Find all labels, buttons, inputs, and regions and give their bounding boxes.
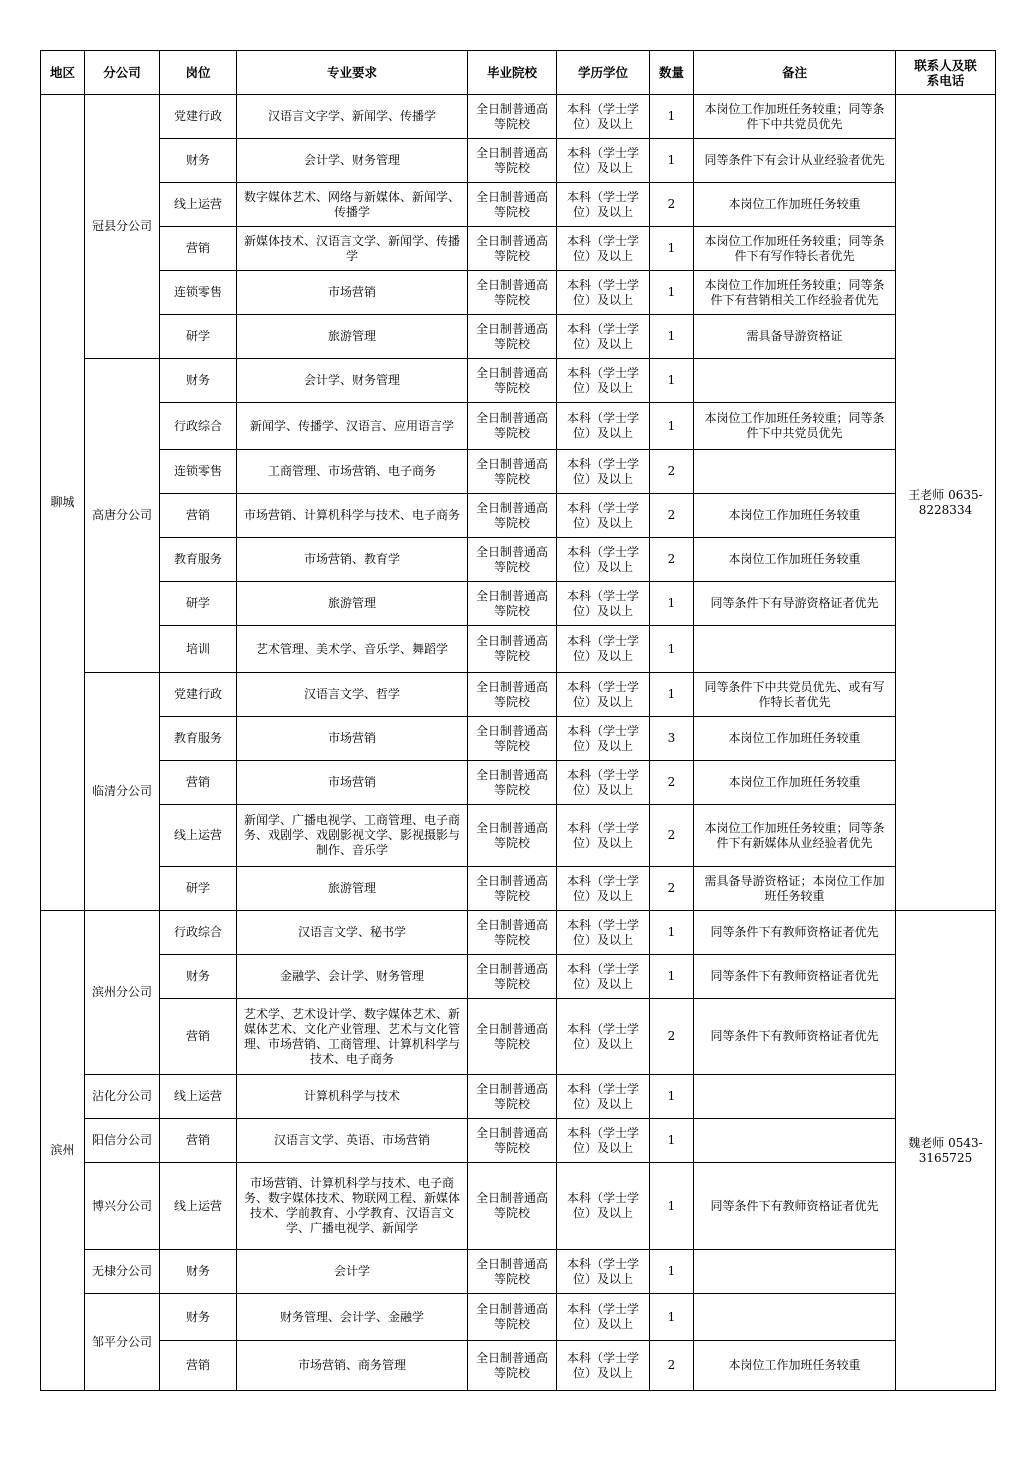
- note-cell: [694, 1294, 896, 1341]
- count-cell: 1: [650, 1119, 694, 1163]
- major-cell: 金融学、会计学、财务管理: [237, 955, 468, 999]
- major-cell: 会计学: [237, 1250, 468, 1294]
- school-cell: 全日制普通高等院校: [468, 183, 557, 227]
- count-cell: 2: [650, 805, 694, 867]
- post-cell: 财务: [160, 1250, 237, 1294]
- post-cell: 营销: [160, 999, 237, 1075]
- note-cell: 同等条件下有会计从业经验者优先: [694, 139, 896, 183]
- note-cell: 本岗位工作加班任务较重: [694, 183, 896, 227]
- contact-cell: 王老师 0635-8228334: [896, 95, 996, 911]
- branch-cell: 邹平分公司: [85, 1294, 160, 1391]
- table-row: [41, 227, 996, 271]
- header-cell: 岗位: [160, 51, 237, 95]
- branch-cell: 沾化分公司: [85, 1075, 160, 1119]
- header-cell: 联系人及联系电话: [896, 51, 996, 95]
- table-row: [41, 1075, 996, 1119]
- header-cell: 地区: [41, 51, 85, 95]
- count-cell: 1: [650, 271, 694, 315]
- degree-cell: 本科（学士学位）及以上: [557, 626, 650, 673]
- note-cell: [694, 359, 896, 403]
- major-cell: 市场营销、计算机科学与技术、电子商务、数字媒体技术、物联网工程、新媒体技术、学前教育、小学教育、汉语言文学、广播电视学、新闻学: [237, 1163, 468, 1250]
- school-cell: 全日制普通高等院校: [468, 673, 557, 717]
- count-cell: 1: [650, 315, 694, 359]
- branch-cell: 无棣分公司: [85, 1250, 160, 1294]
- school-cell: 全日制普通高等院校: [468, 139, 557, 183]
- degree-cell: 本科（学士学位）及以上: [557, 403, 650, 450]
- post-cell: 营销: [160, 494, 237, 538]
- recruitment-table: [40, 50, 996, 1391]
- post-cell: 营销: [160, 227, 237, 271]
- degree-cell: 本科（学士学位）及以上: [557, 717, 650, 761]
- post-cell: 线上运营: [160, 183, 237, 227]
- region-cell: 聊城: [41, 95, 85, 911]
- major-cell: 数字媒体艺术、网络与新媒体、新闻学、传播学: [237, 183, 468, 227]
- header-cell: 数量: [650, 51, 694, 95]
- school-cell: 全日制普通高等院校: [468, 1075, 557, 1119]
- branch-cell: 博兴分公司: [85, 1163, 160, 1250]
- major-cell: 旅游管理: [237, 315, 468, 359]
- note-cell: 本岗位工作加班任务较重；同等条件下有写作特长者优先: [694, 227, 896, 271]
- school-cell: 全日制普通高等院校: [468, 494, 557, 538]
- note-cell: 同等条件下有教师资格证者优先: [694, 911, 896, 955]
- major-cell: 市场营销: [237, 761, 468, 805]
- count-cell: 1: [650, 227, 694, 271]
- post-cell: 研学: [160, 867, 237, 911]
- degree-cell: 本科（学士学位）及以上: [557, 183, 650, 227]
- degree-cell: 本科（学士学位）及以上: [557, 805, 650, 867]
- branch-cell: 冠县分公司: [85, 95, 160, 359]
- major-cell: 新闻学、广播电视学、工商管理、电子商务、戏剧学、戏剧影视文学、影视摄影与制作、音乐学: [237, 805, 468, 867]
- school-cell: 全日制普通高等院校: [468, 582, 557, 626]
- header-cell: 分公司: [85, 51, 160, 95]
- note-cell: 本岗位工作加班任务较重；同等条件下有营销相关工作经验者优先: [694, 271, 896, 315]
- count-cell: 2: [650, 450, 694, 494]
- branch-cell: 临清分公司: [85, 673, 160, 911]
- post-cell: 线上运营: [160, 1075, 237, 1119]
- branch-cell: 滨州分公司: [85, 911, 160, 1075]
- count-cell: 2: [650, 999, 694, 1075]
- degree-cell: 本科（学士学位）及以上: [557, 359, 650, 403]
- note-cell: [694, 1075, 896, 1119]
- major-cell: 市场营销: [237, 271, 468, 315]
- note-cell: 本岗位工作加班任务较重: [694, 717, 896, 761]
- table-row: [41, 315, 996, 359]
- degree-cell: 本科（学士学位）及以上: [557, 1075, 650, 1119]
- post-cell: 党建行政: [160, 673, 237, 717]
- post-cell: 财务: [160, 359, 237, 403]
- note-cell: [694, 626, 896, 673]
- degree-cell: 本科（学士学位）及以上: [557, 673, 650, 717]
- count-cell: 1: [650, 911, 694, 955]
- count-cell: 1: [650, 626, 694, 673]
- school-cell: 全日制普通高等院校: [468, 717, 557, 761]
- count-cell: 1: [650, 403, 694, 450]
- post-cell: 财务: [160, 139, 237, 183]
- table-row: [41, 1119, 996, 1163]
- post-cell: 研学: [160, 582, 237, 626]
- degree-cell: 本科（学士学位）及以上: [557, 538, 650, 582]
- post-cell: 连锁零售: [160, 271, 237, 315]
- degree-cell: 本科（学士学位）及以上: [557, 761, 650, 805]
- note-cell: 本岗位工作加班任务较重: [694, 1341, 896, 1391]
- table-row: [41, 1250, 996, 1294]
- school-cell: 全日制普通高等院校: [468, 538, 557, 582]
- count-cell: 1: [650, 359, 694, 403]
- school-cell: 全日制普通高等院校: [468, 1294, 557, 1341]
- major-cell: 汉语言文字学、新闻学、传播学: [237, 95, 468, 139]
- degree-cell: 本科（学士学位）及以上: [557, 139, 650, 183]
- note-cell: 本岗位工作加班任务较重；同等条件下中共党员优先: [694, 95, 896, 139]
- count-cell: 1: [650, 1250, 694, 1294]
- post-cell: 教育服务: [160, 717, 237, 761]
- table-row: [41, 1341, 996, 1391]
- note-cell: 同等条件下有教师资格证者优先: [694, 955, 896, 999]
- school-cell: 全日制普通高等院校: [468, 1163, 557, 1250]
- post-cell: 营销: [160, 761, 237, 805]
- table-row: [41, 805, 996, 867]
- major-cell: 市场营销、计算机科学与技术、电子商务: [237, 494, 468, 538]
- table-row: [41, 626, 996, 673]
- degree-cell: 本科（学士学位）及以上: [557, 494, 650, 538]
- degree-cell: 本科（学士学位）及以上: [557, 582, 650, 626]
- post-cell: 连锁零售: [160, 450, 237, 494]
- note-cell: 同等条件下有教师资格证者优先: [694, 999, 896, 1075]
- degree-cell: 本科（学士学位）及以上: [557, 1163, 650, 1250]
- school-cell: 全日制普通高等院校: [468, 626, 557, 673]
- school-cell: 全日制普通高等院校: [468, 805, 557, 867]
- table-row: [41, 403, 996, 450]
- note-cell: [694, 1119, 896, 1163]
- school-cell: 全日制普通高等院校: [468, 1341, 557, 1391]
- post-cell: 培训: [160, 626, 237, 673]
- header-cell: 毕业院校: [468, 51, 557, 95]
- degree-cell: 本科（学士学位）及以上: [557, 955, 650, 999]
- table-row: [41, 911, 996, 955]
- note-cell: 同等条件下有导游资格证者优先: [694, 582, 896, 626]
- count-cell: 2: [650, 538, 694, 582]
- major-cell: 工商管理、市场营销、电子商务: [237, 450, 468, 494]
- major-cell: 汉语言文学、英语、市场营销: [237, 1119, 468, 1163]
- major-cell: 市场营销、教育学: [237, 538, 468, 582]
- note-cell: 需具备导游资格证；本岗位工作加班任务较重: [694, 867, 896, 911]
- count-cell: 1: [650, 955, 694, 999]
- header-cell: 专业要求: [237, 51, 468, 95]
- header-cell: 学历学位: [557, 51, 650, 95]
- degree-cell: 本科（学士学位）及以上: [557, 1250, 650, 1294]
- table-row: [41, 450, 996, 494]
- major-cell: 汉语言文学、秘书学: [237, 911, 468, 955]
- header-row: [41, 51, 996, 95]
- branch-cell: 阳信分公司: [85, 1119, 160, 1163]
- major-cell: 市场营销、商务管理: [237, 1341, 468, 1391]
- degree-cell: 本科（学士学位）及以上: [557, 911, 650, 955]
- header-cell: 备注: [694, 51, 896, 95]
- table-row: [41, 867, 996, 911]
- count-cell: 2: [650, 867, 694, 911]
- major-cell: 计算机科学与技术: [237, 1075, 468, 1119]
- count-cell: 1: [650, 1294, 694, 1341]
- post-cell: 线上运营: [160, 1163, 237, 1250]
- school-cell: 全日制普通高等院校: [468, 359, 557, 403]
- school-cell: 全日制普通高等院校: [468, 999, 557, 1075]
- note-cell: [694, 1250, 896, 1294]
- degree-cell: 本科（学士学位）及以上: [557, 95, 650, 139]
- note-cell: 本岗位工作加班任务较重: [694, 761, 896, 805]
- major-cell: 会计学、财务管理: [237, 139, 468, 183]
- note-cell: [694, 450, 896, 494]
- degree-cell: 本科（学士学位）及以上: [557, 999, 650, 1075]
- school-cell: 全日制普通高等院校: [468, 227, 557, 271]
- school-cell: 全日制普通高等院校: [468, 271, 557, 315]
- region-cell: 滨州: [41, 911, 85, 1391]
- table-row: [41, 139, 996, 183]
- note-cell: 同等条件下有教师资格证者优先: [694, 1163, 896, 1250]
- count-cell: 1: [650, 139, 694, 183]
- post-cell: 营销: [160, 1119, 237, 1163]
- count-cell: 1: [650, 582, 694, 626]
- degree-cell: 本科（学士学位）及以上: [557, 450, 650, 494]
- table-row: [41, 761, 996, 805]
- post-cell: 行政综合: [160, 403, 237, 450]
- degree-cell: 本科（学士学位）及以上: [557, 315, 650, 359]
- major-cell: 艺术管理、美术学、音乐学、舞蹈学: [237, 626, 468, 673]
- count-cell: 2: [650, 761, 694, 805]
- count-cell: 3: [650, 717, 694, 761]
- degree-cell: 本科（学士学位）及以上: [557, 271, 650, 315]
- table-row: [41, 999, 996, 1075]
- major-cell: 新闻学、传播学、汉语言、应用语言学: [237, 403, 468, 450]
- post-cell: 教育服务: [160, 538, 237, 582]
- note-cell: 需具备导游资格证: [694, 315, 896, 359]
- count-cell: 2: [650, 494, 694, 538]
- count-cell: 1: [650, 95, 694, 139]
- major-cell: 市场营销: [237, 717, 468, 761]
- post-cell: 营销: [160, 1341, 237, 1391]
- contact-cell: 魏老师 0543-3165725: [896, 911, 996, 1391]
- school-cell: 全日制普通高等院校: [468, 1119, 557, 1163]
- count-cell: 1: [650, 1163, 694, 1250]
- school-cell: 全日制普通高等院校: [468, 867, 557, 911]
- table-row: [41, 1294, 996, 1341]
- school-cell: 全日制普通高等院校: [468, 403, 557, 450]
- post-cell: 行政综合: [160, 911, 237, 955]
- table-row: [41, 673, 996, 717]
- table-row: [41, 1163, 996, 1250]
- count-cell: 2: [650, 183, 694, 227]
- school-cell: 全日制普通高等院校: [468, 761, 557, 805]
- degree-cell: 本科（学士学位）及以上: [557, 1341, 650, 1391]
- note-cell: 同等条件下中共党员优先、或有写作特长者优先: [694, 673, 896, 717]
- post-cell: 线上运营: [160, 805, 237, 867]
- post-cell: 财务: [160, 1294, 237, 1341]
- degree-cell: 本科（学士学位）及以上: [557, 867, 650, 911]
- table-row: [41, 538, 996, 582]
- major-cell: 会计学、财务管理: [237, 359, 468, 403]
- post-cell: 研学: [160, 315, 237, 359]
- note-cell: 本岗位工作加班任务较重: [694, 538, 896, 582]
- school-cell: 全日制普通高等院校: [468, 911, 557, 955]
- branch-cell: 高唐分公司: [85, 359, 160, 673]
- note-cell: 本岗位工作加班任务较重: [694, 494, 896, 538]
- major-cell: 旅游管理: [237, 867, 468, 911]
- table-row: [41, 582, 996, 626]
- degree-cell: 本科（学士学位）及以上: [557, 1119, 650, 1163]
- count-cell: 2: [650, 1341, 694, 1391]
- post-cell: 财务: [160, 955, 237, 999]
- count-cell: 1: [650, 1075, 694, 1119]
- post-cell: 党建行政: [160, 95, 237, 139]
- note-cell: 本岗位工作加班任务较重；同等条件下中共党员优先: [694, 403, 896, 450]
- major-cell: 艺术学、艺术设计学、数字媒体艺术、新媒体艺术、文化产业管理、艺术与文化管理、市场营销、工商管理、计算机科学与技术、电子商务: [237, 999, 468, 1075]
- table-row: [41, 494, 996, 538]
- school-cell: 全日制普通高等院校: [468, 95, 557, 139]
- table-row: [41, 955, 996, 999]
- table-row: [41, 359, 996, 403]
- degree-cell: 本科（学士学位）及以上: [557, 1294, 650, 1341]
- count-cell: 1: [650, 673, 694, 717]
- table-row: [41, 271, 996, 315]
- school-cell: 全日制普通高等院校: [468, 955, 557, 999]
- major-cell: 汉语言文学、哲学: [237, 673, 468, 717]
- note-cell: 本岗位工作加班任务较重；同等条件下有新媒体从业经验者优先: [694, 805, 896, 867]
- major-cell: 财务管理、会计学、金融学: [237, 1294, 468, 1341]
- degree-cell: 本科（学士学位）及以上: [557, 227, 650, 271]
- major-cell: 旅游管理: [237, 582, 468, 626]
- school-cell: 全日制普通高等院校: [468, 315, 557, 359]
- major-cell: 新媒体技术、汉语言文学、新闻学、传播学: [237, 227, 468, 271]
- school-cell: 全日制普通高等院校: [468, 1250, 557, 1294]
- table-row: [41, 183, 996, 227]
- school-cell: 全日制普通高等院校: [468, 450, 557, 494]
- table-row: [41, 717, 996, 761]
- table-row: [41, 95, 996, 139]
